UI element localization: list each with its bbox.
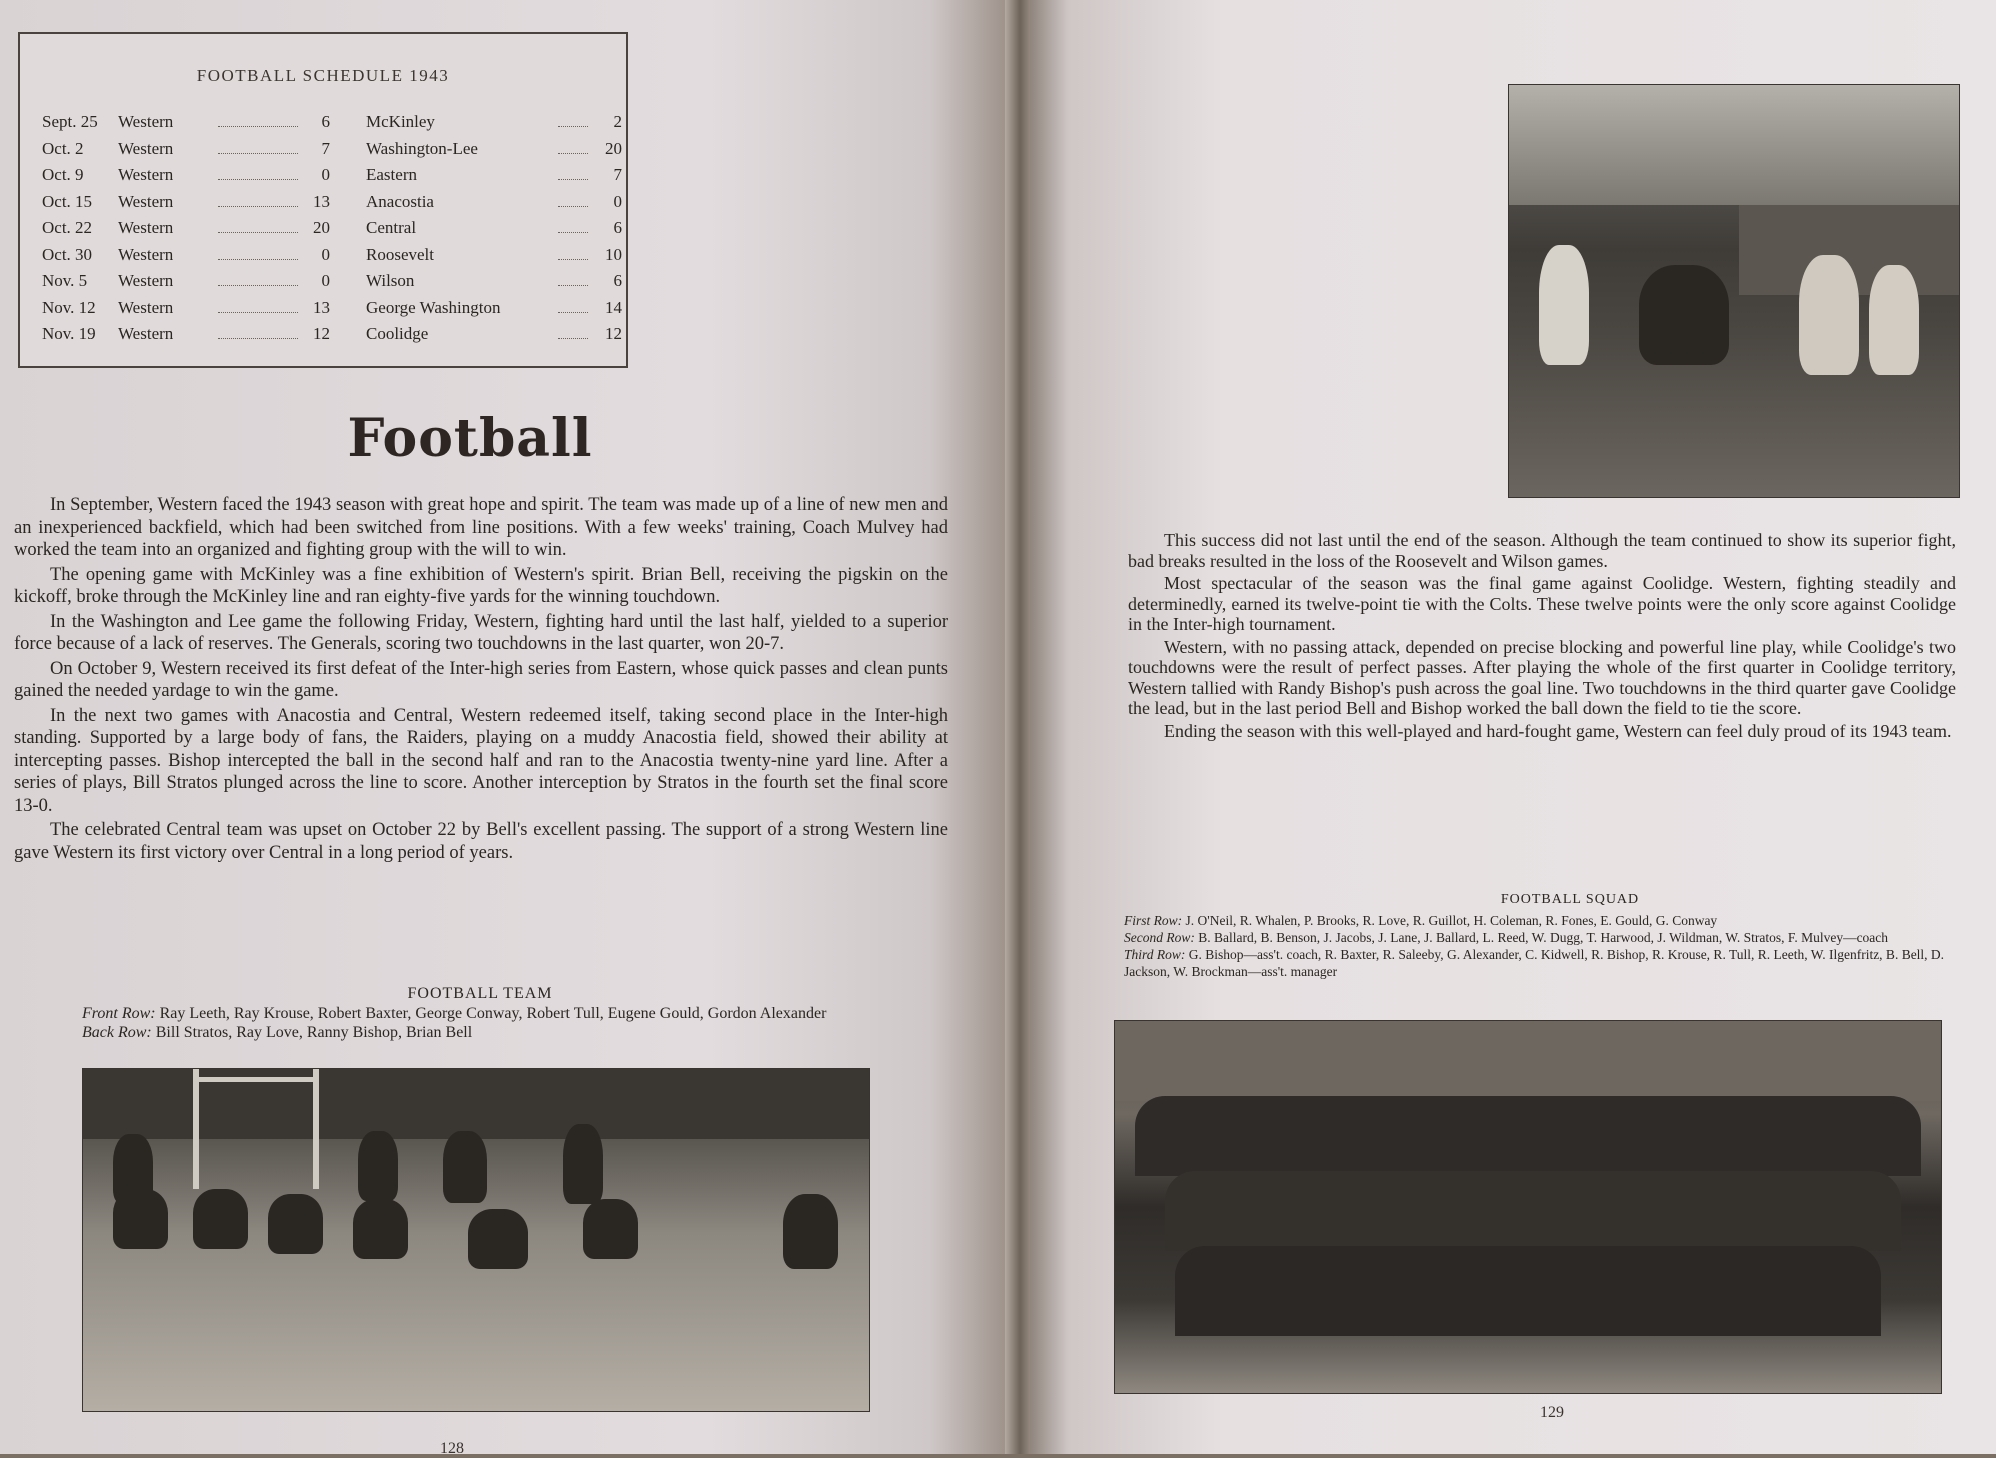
team-score: 0 [321, 244, 330, 264]
page-title: Football [347, 408, 593, 469]
team-name: Western [118, 165, 174, 184]
goal-post [193, 1069, 199, 1189]
game-date: Nov. 12 [42, 297, 96, 317]
team-name: Western [118, 324, 174, 343]
team-score: 6 [321, 112, 330, 131]
second-row-names: B. Ballard, B. Benson, J. Jacobs, J. Lane, J. Ballard, L. Reed, W. Dugg, T. Harwood, J. Wildman, W. Stratos, F. Mulvey—coach [1198, 930, 1889, 945]
paragraph: This success did not last until the end of the season. Although the team continued to show its superior fight, bad breaks resulted in the loss of the Roosevelt and Wilson games. [1128, 530, 1956, 571]
opponent-name: Central [366, 218, 417, 237]
dot-leader [218, 169, 298, 180]
opponent-score: 7 [613, 165, 622, 184]
team-score: 0 [321, 271, 330, 290]
team-name: Western [118, 271, 174, 290]
dot-leader [218, 275, 298, 286]
front-row-label: Front Row: [82, 1005, 156, 1022]
opponent-name: Roosevelt [366, 244, 434, 264]
game-action-photo [1508, 84, 1960, 498]
player-figure [583, 1199, 638, 1259]
opponent-score: 20 [605, 138, 622, 158]
team-name: Western [118, 112, 174, 131]
opponent-score: 2 [613, 112, 622, 131]
dot-leader [558, 328, 588, 339]
schedule-row [42, 112, 622, 139]
team-name: Western [118, 138, 174, 158]
football-squad-photo [1114, 1020, 1942, 1394]
paragraph: The opening game with McKinley was a fine exhibition of Western's spirit. Brian Bell, receiving the pigskin on the kickoff, broke through the McKinley line and ran eighty-five yards for the winning touchdown. [14, 564, 948, 607]
player-figure [1869, 265, 1919, 375]
team-name: Western [118, 191, 174, 211]
goal-crossbar [193, 1077, 319, 1082]
team-name: Western [118, 244, 174, 264]
paragraph: In the next two games with Anacostia and Central, Western redeemed itself, taking second place in the Inter-high standing. Supported by a large body of fans, the Raiders, playing on a muddy Anacostia field, showed their ability at intercepting passes. Bishop intercepted the ball in the second half and ran to the Anacostia twenty-nine yard line. After a series of plays, Bill Stratos plunged across the line to score. Another interception by Stratos in the fourth set the final score 13-0. [14, 705, 948, 816]
left-article-body [14, 494, 948, 866]
schedule-row [42, 298, 622, 325]
opponent-score: 14 [605, 297, 622, 317]
team-score: 12 [313, 324, 330, 343]
dot-leader [558, 196, 588, 207]
player-figure [358, 1131, 398, 1201]
second-row-label: Second Row: [1124, 930, 1195, 945]
schedule-title: FOOTBALL SCHEDULE 1943 [196, 66, 450, 85]
player-figure [268, 1194, 323, 1254]
schedule-row [42, 218, 622, 245]
opponent-score: 12 [605, 324, 622, 343]
schedule-row [42, 245, 622, 272]
dot-leader [558, 222, 588, 233]
game-date: Nov. 5 [42, 271, 88, 290]
football-team-photo [82, 1068, 870, 1412]
paragraph: Most spectacular of the season was the final game against Coolidge. Western, fighting steadily and determinedly, earned its twelve-point tie with the Colts. These twelve points were the only score against Coolidge in the Inter-high tournament. [1128, 573, 1956, 634]
player-figure [468, 1209, 528, 1269]
opponent-score: 10 [605, 244, 622, 264]
dot-leader [558, 275, 588, 286]
photo-building-wall [1115, 1021, 1941, 1101]
player-figure [1799, 255, 1859, 375]
opponent-name: Coolidge [366, 324, 429, 343]
first-row-names: J. O'Neil, R. Whalen, P. Brooks, R. Love, R. Guillot, H. Coleman, R. Fones, E. Gould, G. Conway [1185, 913, 1718, 928]
front-row-line [82, 1004, 882, 1023]
photo-sky [1509, 85, 1959, 205]
paragraph: In September, Western faced the 1943 season with great hope and spirit. The team was made up of a line of new men and an inexperienced backfield, which had been switched from line positions. With a few weeks' training, Coach Mulvey had worked the team into an organized and fighting group with the will to win. [14, 495, 948, 560]
dot-leader [218, 222, 298, 233]
player-figure [353, 1199, 408, 1259]
game-date: Oct. 2 [42, 138, 84, 158]
squad-back-row [1135, 1096, 1921, 1176]
opponent-score: 6 [613, 218, 622, 237]
front-row-names: Ray Leeth, Ray Krouse, Robert Baxter, George Conway, Robert Tull, Eugene Gould, Gordon Alexander [159, 1005, 827, 1022]
dot-leader [218, 302, 298, 313]
schedule-row [42, 165, 622, 192]
game-date: Oct. 22 [42, 218, 93, 237]
back-row-label: Back Row: [82, 1024, 152, 1041]
schedule-row [42, 324, 622, 351]
second-row-line [1124, 929, 1954, 946]
game-date: Oct. 15 [42, 191, 93, 211]
game-date: Nov. 19 [42, 324, 96, 343]
team-score: 20 [313, 218, 330, 237]
dot-leader [558, 249, 588, 260]
opponent-name: McKinley [366, 112, 435, 131]
team-score: 13 [313, 191, 330, 211]
player-figure [113, 1189, 168, 1249]
player-figure [443, 1131, 487, 1203]
opponent-name: Anacostia [366, 191, 434, 211]
squad-front-row [1175, 1246, 1881, 1336]
page-number-left: 128 [440, 1440, 464, 1457]
page-number-right: 129 [1540, 1404, 1564, 1421]
right-article-body [1128, 530, 1956, 743]
third-row-line [1124, 946, 1954, 980]
opponent-name: Eastern [366, 165, 417, 184]
paragraph: Western, with no passing attack, depended on precise blocking and powerful line play, while Coolidge's two touchdowns were the result of perfect passes. After playing the whole of the first quarter in Coolidge territory, Western tallied with Randy Bishop's push across the goal line. Two touchdowns in the third quarter gave Coolidge the lead, but in the last period Bell and Bishop worked the ball down the field to tie the score. [1128, 636, 1956, 718]
game-date: Sept. 25 [42, 112, 98, 131]
player-figure [193, 1189, 248, 1249]
schedule-row [42, 192, 622, 219]
player-figure [1539, 245, 1589, 365]
football-schedule-box [18, 32, 628, 368]
dot-leader [558, 143, 588, 154]
dot-leader [218, 143, 298, 154]
goal-post [313, 1069, 319, 1189]
opponent-name: Washington-Lee [366, 138, 478, 158]
team-score: 0 [321, 165, 330, 184]
third-row-names: G. Bishop—ass't. coach, R. Baxter, R. Saleeby, G. Alexander, C. Kidwell, R. Bishop, R. Krouse, R. Tull, R. Leeth, W. Ilgenfritz, B. Bell, D. Jackson, W. Brockman—ass't. manager [1124, 947, 1945, 979]
dot-leader [218, 196, 298, 207]
opponent-name: Wilson [366, 271, 415, 290]
dot-leader [218, 249, 298, 260]
player-figure [563, 1124, 603, 1204]
game-date: Oct. 30 [42, 244, 93, 264]
dot-leader [218, 116, 298, 127]
team-caption-title: FOOTBALL TEAM [407, 985, 553, 1002]
team-score: 7 [321, 138, 330, 158]
opponent-score: 6 [613, 271, 622, 290]
paragraph: On October 9, Western received its first defeat of the Inter-high series from Eastern, whose quick passes and clean punts gained the needed yardage to win the game. [14, 658, 948, 701]
dot-leader [558, 116, 588, 127]
first-row-label: First Row: [1124, 913, 1183, 928]
player-figure [1639, 265, 1729, 365]
back-row-names: Bill Stratos, Ray Love, Ranny Bishop, Brian Bell [155, 1024, 473, 1041]
schedule-row [42, 271, 622, 298]
dot-leader [558, 169, 588, 180]
paragraph: Ending the season with this well-played and hard-fought game, Western can feel duly proud of its 1943 team. [1164, 720, 1952, 741]
back-row-line [82, 1023, 882, 1042]
schedule-row [42, 139, 622, 166]
team-name: Western [118, 218, 174, 237]
player-figure [783, 1194, 838, 1269]
team-score: 13 [313, 297, 330, 317]
paragraph: In the Washington and Lee game the following Friday, Western, fighting hard until the last half, yielded to a superior force because of a lack of reserves. The Generals, scoring two touchdowns in the last quarter, won 20-7. [14, 611, 948, 654]
opponent-score: 0 [613, 191, 622, 211]
team-roster [82, 1004, 882, 1042]
opponent-name: George Washington [366, 297, 501, 317]
squad-middle-row [1165, 1171, 1901, 1251]
dot-leader [218, 328, 298, 339]
paragraph: The celebrated Central team was upset on October 22 by Bell's excellent passing. The support of a strong Western line gave Western its first victory over Central in a long period of years. [14, 820, 948, 863]
third-row-label: Third Row: [1124, 947, 1186, 962]
schedule-table [42, 112, 622, 351]
first-row-line [1124, 912, 1954, 929]
dot-leader [558, 302, 588, 313]
team-name: Western [118, 297, 174, 317]
squad-caption-title: FOOTBALL SQUAD [1500, 892, 1640, 907]
squad-roster [1124, 912, 1954, 980]
game-date: Oct. 9 [42, 165, 84, 184]
